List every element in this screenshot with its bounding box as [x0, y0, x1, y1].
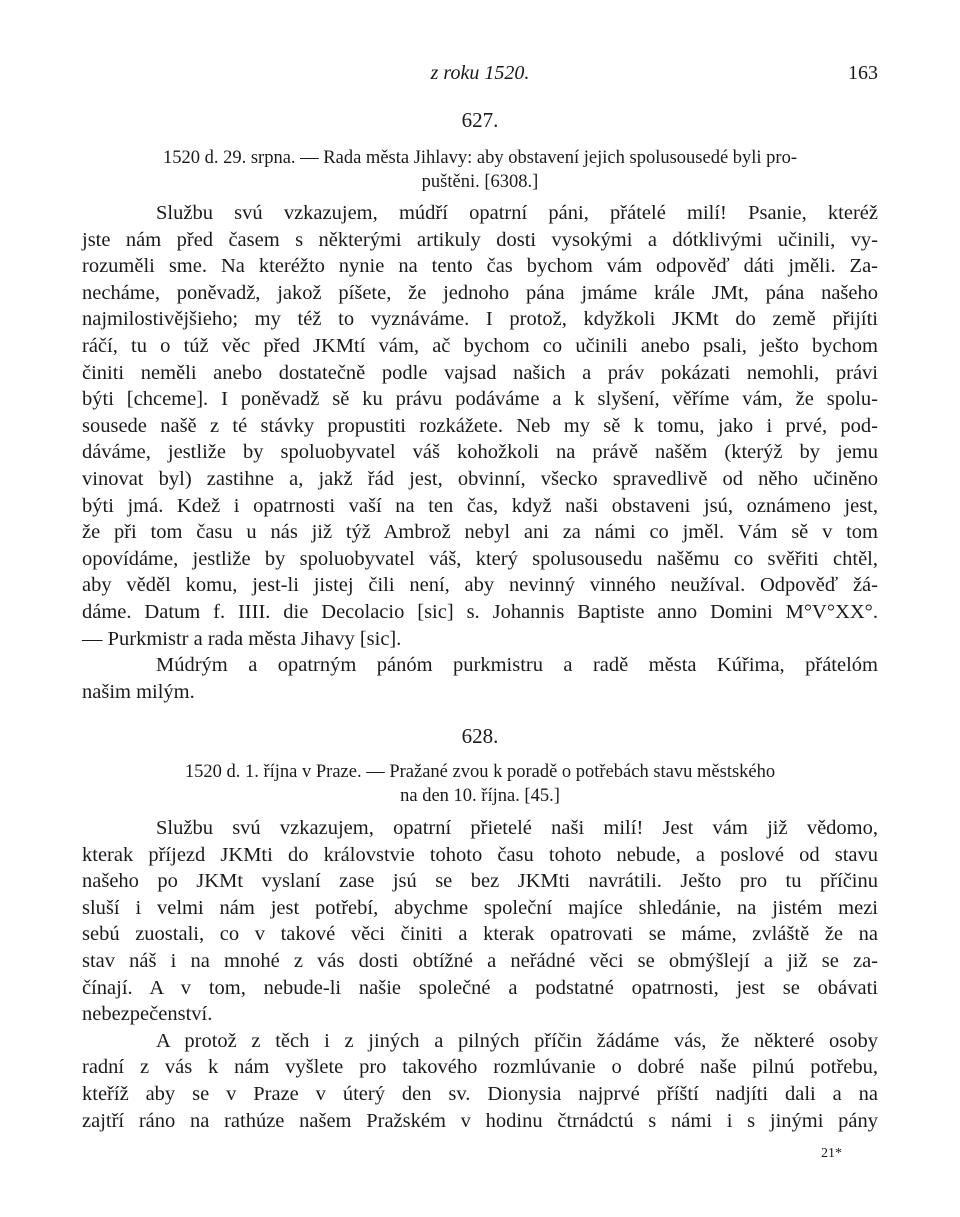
text-line: stav náš i na mnohé z vás dosti obtížné a neřádné věci se obmýšlejí a již se za- — [82, 949, 878, 972]
document-number: 627. — [461, 108, 499, 132]
text-line: nebezpečenství. — [82, 1003, 213, 1026]
text-line: — Purkmistr a rada města Jihavy [sic]. — [82, 627, 402, 650]
text-line: najmilostivějšieho; my též to vyznáváme. I protož, kdyžkoli JKMt do země přijíti — [82, 308, 878, 331]
text-line: opovídáme, jestliže by spoluobyvatel váš, který spolusousedu našěmu co svěřiti chtěl, — [82, 547, 878, 570]
document-regest — [110, 760, 850, 808]
document-text — [82, 815, 878, 1134]
text-line: ráčí, tu o túž věc před JKMtí vám, ač bychom co učinili anebo psali, ješto bychom — [82, 334, 878, 357]
text-line: aby věděl komu, jest-li jistej čili není, aby nevinný vinného neužíval. Odpověď žá- — [82, 574, 878, 597]
text-line: dáme. Datum f. IIII. die Decolacio [sic] s. Johannis Baptiste anno Domini M°V°XX°. — [82, 600, 878, 623]
text-line: čínají. A v tom, nebude-li našie společné a podstatné opatrnosti, jest se obávati — [82, 976, 878, 999]
text-line: zajtří ráno na rathúze našem Pražském v hodinu čtrnádctú s námi i s jinými pány — [82, 1109, 878, 1132]
text-line: kteříž aby se v Praze v úterý den sv. Dionysia najprvé příští nadjíti dali a na — [82, 1082, 878, 1105]
address-line: našim milým. — [82, 680, 195, 703]
text-line: Službu svú vzkazujem, múdří opatrní páni, přátelé milí! Psanie, kteréž — [156, 202, 878, 224]
running-title: z roku 1520. — [430, 62, 530, 84]
text-line: necháme, poněvadž, jakož píšete, že jednoho pána jmáme krále JMt, pána našeho — [82, 281, 878, 304]
text-line: radní z vás k nám vyšlete pro takového rozmlúvanie o dobré naše pilnú potřebu, — [82, 1056, 878, 1079]
regest-line: na den 10. října. [45.] — [400, 786, 560, 806]
document-regest — [110, 146, 850, 194]
text-line: kterak příjezd JKMti do královstvie tohoto času tohoto nebude, a poslové od stavu — [82, 843, 878, 866]
regest-line: puštěni. [6308.] — [421, 172, 539, 192]
text-line: sebú zuostali, co v takové věci činiti a kterak opatrovati se máme, zvláště že na — [82, 923, 878, 946]
regest-line: 1520 d. 29. srpna. — Rada města Jihlavy: aby obstavení jejich spolusousedé byli pro- — [162, 148, 798, 168]
text-line: že při tom času u nás již týž Ambrož nebyl ani za námi co jměl. Vám sě v tom — [82, 521, 878, 544]
text-line: jste nám před časem s některými artikuly dosti vysokými a dótklivými učinili, vy- — [82, 228, 878, 251]
text-line: Službu svú vzkazujem, opatrní přietelé naši milí! Jest vám již vědomo, — [156, 817, 878, 839]
text-line: býti jmá. Kdež i opatrnosti vaší na ten čas, když naši obstaveni jsú, oznámeno jest, — [82, 494, 878, 517]
text-line: A protož z těch i z jiných a pilných příčin žádáme vás, že některé osoby — [156, 1029, 878, 1052]
text-line: býti [chceme]. I poněvadž sě ku právu podáváme a k slyšení, věříme vám, že spolu- — [82, 388, 878, 411]
regest-line: 1520 d. 1. října v Praze. — Pražané zvou k poradě o potřebách stavu městského — [184, 762, 776, 782]
text-line: našeho po JKMt vyslaní zase jsú se bez JKMti navrátili. Ješto pro tu příčinu — [82, 870, 878, 893]
document-number: 628. — [461, 724, 499, 748]
text-line: rozuměli sme. Na kteréžto nynie na tento čas bychom vám odpověď dáti jměli. Za- — [82, 255, 878, 278]
text-line: činiti neměli anebo dostatečně podle vajsad našich a práv pokázati nemohli, právi — [82, 361, 878, 384]
document-text — [82, 200, 878, 705]
text-line: sluší i velmi nám jest potřebí, abychme společní majíce shledánie, na jistém mezi — [82, 896, 878, 919]
page-number: 163 — [848, 62, 878, 84]
text-line: dáváme, jestliže by spoluobyvatel váš kohožkoli na právě našěm (kterýž by jemu — [82, 441, 878, 464]
text-line: sousede našě z té stávky propustiti rozkážete. Neb my sě k tomu, jako i prvé, pod- — [82, 414, 878, 437]
text-line: vinovat byl) zastihne a, jakž řád jest, obvinní, všecko spravedlivě od něho učiněno — [82, 467, 878, 490]
running-header — [82, 62, 878, 88]
address-line: Múdrým a opatrným pánóm purkmistru a radě města Kúřima, přátelóm — [156, 654, 878, 677]
signature-mark: 21* — [821, 1146, 842, 1161]
